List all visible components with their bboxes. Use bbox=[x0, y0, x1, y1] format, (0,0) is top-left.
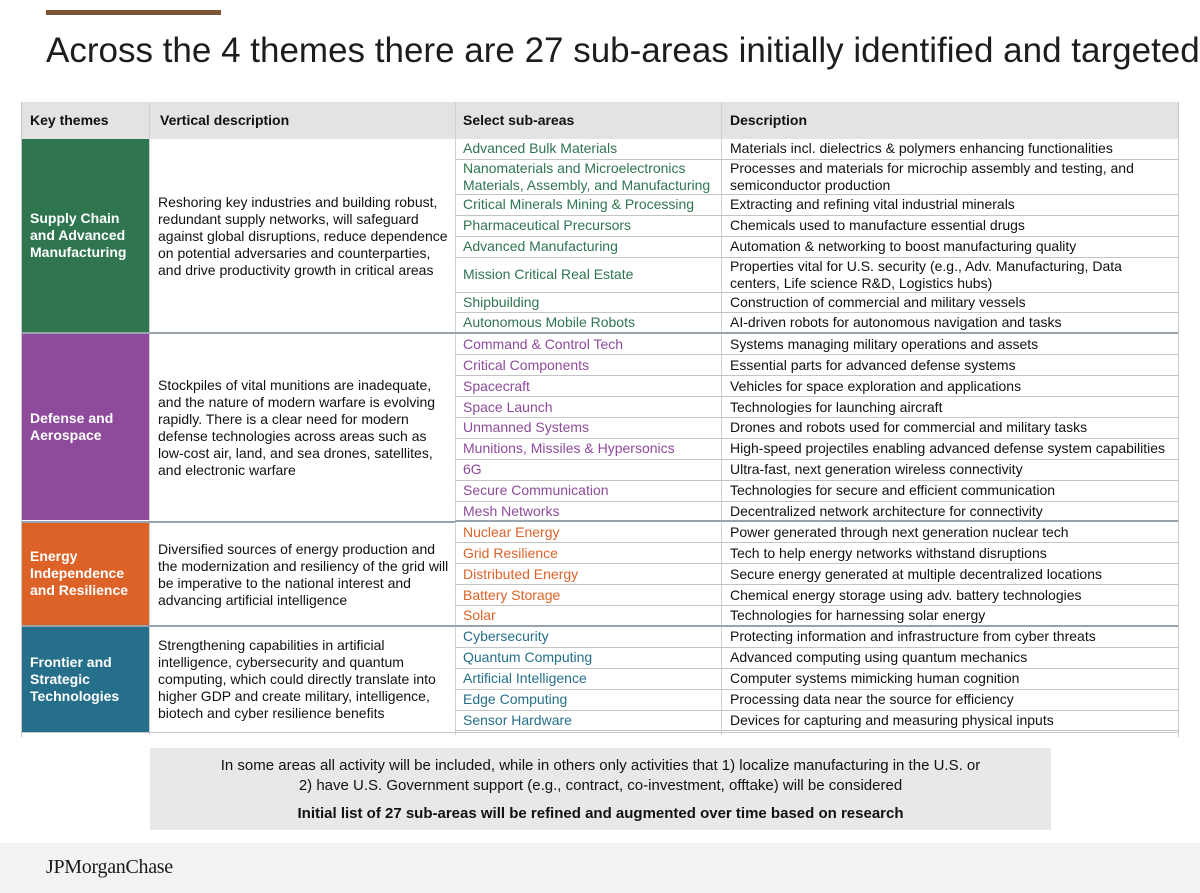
sub-area-name: Critical Components bbox=[463, 356, 590, 373]
sub-area-description: Devices for capturing and measuring physical inputs bbox=[730, 712, 1054, 729]
sub-area-name: Space Launch bbox=[463, 398, 553, 415]
footer bbox=[0, 843, 1200, 893]
vertical-description: Stockpiles of vital munitions are inadequate, and the nature of modern warfare is evolving rapidly. There is a clear need for modern defense technologies across areas such as low-cost air, land, and sea drones, satellites, and electronic warfare bbox=[158, 377, 436, 479]
sub-area-description: Materials incl. dielectrics & polymers enhancing functionalities bbox=[730, 140, 1113, 157]
page-title: Across the 4 themes there are 27 sub-areas initially identified and targeted bbox=[46, 31, 1200, 70]
themes-table bbox=[21, 102, 1179, 737]
table-row bbox=[455, 481, 1178, 502]
sub-area-description: Extracting and refining vital industrial minerals bbox=[730, 196, 1015, 213]
theme-label: Supply Chain and Advanced Manufacturing bbox=[22, 139, 149, 332]
sub-area-name: Shipbuilding bbox=[463, 294, 540, 311]
theme-label: Defense and Aerospace bbox=[22, 334, 149, 520]
sub-area-name: Nuclear Energy bbox=[463, 523, 560, 540]
sub-area-description: Construction of commercial and military vessels bbox=[730, 294, 1026, 311]
table-row bbox=[455, 523, 1178, 544]
table-row bbox=[455, 376, 1178, 397]
table-row bbox=[455, 195, 1178, 216]
sub-area-description: Properties vital for U.S. security (e.g., Adv. Manufacturing, Data centers, Life science R&D, Logistics hubs) bbox=[730, 257, 1122, 291]
table-row bbox=[455, 585, 1178, 606]
sub-area-name: Mission Critical Real Estate bbox=[463, 266, 634, 283]
accent-bar bbox=[46, 10, 221, 15]
sub-area-description: AI-driven robots for autonomous navigation and tasks bbox=[730, 314, 1062, 331]
sub-area-description: Chemicals used to manufacture essential drugs bbox=[730, 217, 1025, 234]
table-row bbox=[455, 460, 1178, 481]
sub-area-name: Mesh Networks bbox=[463, 502, 560, 519]
sub-area-description: Processes and materials for microchip assembly and testing, and semiconductor production bbox=[730, 159, 1134, 193]
sub-area-description: Power generated through next generation nuclear tech bbox=[730, 523, 1069, 540]
sub-area-name: Solar bbox=[463, 607, 496, 624]
table-header bbox=[22, 102, 1178, 139]
table-row bbox=[455, 648, 1178, 669]
table-row bbox=[455, 627, 1178, 648]
vertical-description: Reshoring key industries and building robust, redundant supply networks, will safeguard against global disruptions, reduce dependence on potential adversaries and counterparties, and drive productivity growth in critical areas bbox=[158, 194, 448, 279]
theme-label: Frontier and Strategic Technologies bbox=[22, 627, 149, 732]
sub-area-name: Advanced Manufacturing bbox=[463, 238, 618, 255]
sub-area-name: Advanced Bulk Materials bbox=[463, 140, 618, 157]
table-row bbox=[455, 418, 1178, 439]
sub-area-description: Chemical energy storage using adv. battery technologies bbox=[730, 586, 1082, 603]
sub-area-name: Secure Communication bbox=[463, 482, 609, 499]
vertical-description: Strengthening capabilities in artificial intelligence, cybersecurity and quantum computing, which could directly translate into higher GDP and create military, intelligence, biotech and cyber resilience benefits bbox=[158, 636, 436, 721]
table-row bbox=[455, 314, 1178, 335]
note-line: 2) have U.S. Government support (e.g., contract, co-investment, offtake) will be considered bbox=[298, 777, 903, 794]
sub-area-description: Computer systems mimicking human cognition bbox=[730, 670, 1020, 687]
note-conclusion: Initial list of 27 sub-areas will be refined and augmented over time based on research bbox=[297, 805, 904, 822]
vertical-description: Diversified sources of energy production and the modernization and resiliency of the grid will be imperative to the national interest and advancing artificial intelligence bbox=[158, 540, 449, 608]
sub-area-description: Technologies for secure and efficient communication bbox=[730, 482, 1056, 499]
sub-area-description: Vehicles for space exploration and applications bbox=[730, 377, 1022, 394]
sub-area-name: Artificial Intelligence bbox=[463, 670, 587, 687]
sub-area-description: Systems managing military operations and assets bbox=[730, 335, 1039, 352]
table-bottom-border bbox=[22, 732, 1178, 733]
sub-area-description: Technologies for harnessing solar energy bbox=[730, 607, 986, 624]
sub-area-description: Advanced computing using quantum mechanics bbox=[730, 649, 1028, 666]
sub-area-description: Essential parts for advanced defense systems bbox=[730, 356, 1016, 373]
header-key-themes: Key themes bbox=[30, 112, 109, 128]
table-row bbox=[455, 690, 1178, 711]
table-row bbox=[455, 543, 1178, 564]
header-vertical-description: Vertical description bbox=[160, 112, 290, 128]
sub-area-name: 6G bbox=[463, 461, 482, 478]
table-row bbox=[455, 439, 1178, 460]
sub-area-name: Battery Storage bbox=[463, 586, 561, 603]
sub-area-description: Secure energy generated at multiple decentralized locations bbox=[730, 565, 1103, 582]
sub-area-name: Command & Control Tech bbox=[463, 335, 624, 352]
table-row bbox=[455, 334, 1178, 355]
table-row bbox=[455, 160, 1178, 195]
sub-area-name: Edge Computing bbox=[463, 691, 568, 708]
table-row bbox=[455, 355, 1178, 376]
theme-label: Energy Independence and Resilience bbox=[22, 523, 149, 626]
table-row bbox=[455, 669, 1178, 690]
table-row bbox=[455, 216, 1178, 237]
sub-area-description: Drones and robots used for commercial and military tasks bbox=[730, 419, 1088, 436]
jpmorganchase-logo: JPMorganChase bbox=[46, 856, 173, 878]
sub-area-name: Grid Resilience bbox=[463, 544, 558, 561]
sub-area-name: Cybersecurity bbox=[463, 628, 549, 645]
note-box bbox=[150, 748, 1051, 830]
sub-area-description: Technologies for launching aircraft bbox=[730, 398, 943, 415]
table-row bbox=[455, 237, 1178, 258]
sub-area-description: Tech to help energy networks withstand disruptions bbox=[730, 544, 1047, 561]
sub-area-name: Quantum Computing bbox=[463, 649, 593, 666]
table-row bbox=[455, 293, 1178, 314]
sub-area-description: Decentralized network architecture for connectivity bbox=[730, 502, 1043, 519]
sub-area-name: Sensor Hardware bbox=[463, 712, 572, 729]
sub-area-description: Automation & networking to boost manufacturing quality bbox=[730, 238, 1077, 255]
sub-area-name: Distributed Energy bbox=[463, 565, 579, 582]
sub-area-name: Pharmaceutical Precursors bbox=[463, 217, 632, 234]
sub-area-name: Spacecraft bbox=[463, 377, 530, 394]
sub-area-description: High-speed projectiles enabling advanced defense system capabilities bbox=[730, 440, 1166, 457]
table-row bbox=[455, 564, 1178, 585]
sub-area-description: Protecting information and infrastructure from cyber threats bbox=[730, 628, 1096, 645]
sub-area-description: Processing data near the source for efficiency bbox=[730, 691, 1014, 708]
sub-area-name: Munitions, Missiles & Hypersonics bbox=[463, 440, 675, 457]
header-select-sub-areas: Select sub-areas bbox=[463, 112, 575, 128]
table-row bbox=[455, 139, 1178, 160]
sub-area-name: Critical Minerals Mining & Processing bbox=[463, 196, 695, 213]
table-row bbox=[455, 502, 1178, 523]
table-row bbox=[455, 397, 1178, 418]
header-description: Description bbox=[730, 112, 808, 128]
column-divider bbox=[149, 102, 150, 735]
note-line: In some areas all activity will be included, while in others only activities that 1) localize manufacturing in the U.S. or bbox=[220, 757, 981, 774]
sub-area-description: Ultra-fast, next generation wireless connectivity bbox=[730, 461, 1023, 478]
sub-area-name: Autonomous Mobile Robots bbox=[463, 314, 635, 331]
table-row bbox=[455, 711, 1178, 732]
table-row bbox=[455, 258, 1178, 293]
sub-area-name: Unmanned Systems bbox=[463, 419, 590, 436]
table-row bbox=[455, 606, 1178, 627]
sub-area-name: Nanomaterials and Microelectronics Materials, Assembly, and Manufacturing bbox=[463, 159, 711, 193]
